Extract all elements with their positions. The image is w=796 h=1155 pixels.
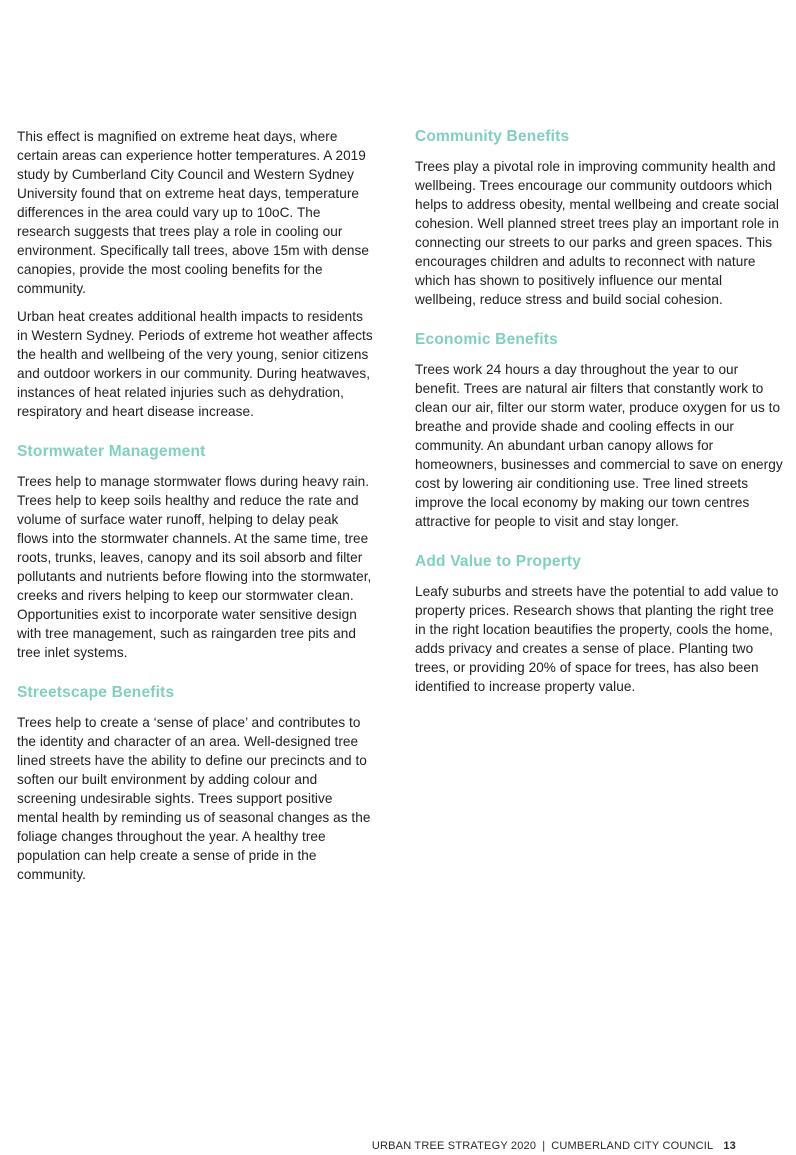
intro-paragraph-urban-heat: Urban heat creates additional health impacts to residents in Western Sydney. Periods of extreme hot weather affects the health and wellbeing of the very young, senior citizens and outdoor workers in our community. During heatwaves, instances of heat related injuries such as dehydration, respiratory and heart disease increase. [17,309,373,419]
intro-section [17,127,373,421]
stormwater-section [17,442,373,662]
footer-organisation: CUMBERLAND CITY COUNCIL [551,1140,714,1152]
streetscape-section [17,683,373,884]
community-section [415,127,783,309]
property-body: Leafy suburbs and streets have the potential to add value to property prices. Research shows that planting the right tree in the right location beautifies the property, cools the home, adds privacy and creates a sense of place. Planting two trees, or providing 20% of space for trees, has also been identified to increase property value. [415,584,779,694]
right-column [415,127,783,717]
economic-body: Trees work 24 hours a day throughout the year to our benefit. Trees are natural air filters that constantly work to clean our air, filter our storm water, produce oxygen for us to breathe and provide shade and cooling effects in our community. An abundant urban canopy allows for homeowners, businesses and commercial to save on energy cost by lowering air conditioning use. Tree lined streets improve the local economy by making our town centres attractive for people to visit and stay longer. [415,362,783,529]
streetscape-heading: Streetscape Benefits [17,684,175,701]
stormwater-body: Trees help to manage stormwater flows during heavy rain. Trees help to keep soils healthy and reduce the rate and volume of surface water runoff, helping to delay peak flows into the stormwater channels. At the same time, tree roots, trunks, leaves, canopy and its soil absorb and filter pollutants and nutrients before flowing into the stormwater, creeks and rivers helping to keep our stormwater clean. Opportunities exist to incorporate water sensitive design with tree management, such as raingarden tree pits and tree inlet systems. [17,474,372,660]
intro-paragraph-heat-days: This effect is magnified on extreme heat days, where certain areas can experience hotter temperatures. A 2019 study by Cumberland City Council and Western Sydney University found that on extreme heat days, temperature differences in the area could vary up to 10oC. The research suggests that trees play a role in cooling our environment. Specifically tall trees, above 15m with dense canopies, provide the most cooling benefits for the community. [17,129,369,296]
community-heading: Community Benefits [415,128,570,145]
left-column [17,127,373,905]
page-number: 13 [723,1140,736,1152]
property-section [415,552,783,696]
stormwater-heading: Stormwater Management [17,443,206,460]
page-footer [372,1140,736,1153]
community-body: Trees play a pivotal role in improving community health and wellbeing. Trees encourage our community outdoors which helps to address obesity, mental wellbeing and create social cohesion. Well planned street trees play an important role in connecting our streets to our parks and green spaces. This encourages children and adults to reconnect with nature which has shown to positively influence our mental wellbeing, reduce stress and build social cohesion. [415,159,779,307]
streetscape-body: Trees help to create a ‘sense of place’ and contributes to the identity and character of an area. Well-designed tree lined streets have the ability to define our precincts and to soften our built environment by adding colour and screening undesirable sights. Trees support positive mental health by reminding us of seasonal changes as the foliage changes throughout the year. A healthy tree population can help create a sense of pride in the community. [17,715,371,882]
economic-heading: Economic Benefits [415,331,558,348]
property-heading: Add Value to Property [415,553,582,570]
footer-document-title: URBAN TREE STRATEGY 2020 [371,1140,537,1152]
economic-section [415,330,783,531]
footer-separator: | [542,1140,546,1152]
